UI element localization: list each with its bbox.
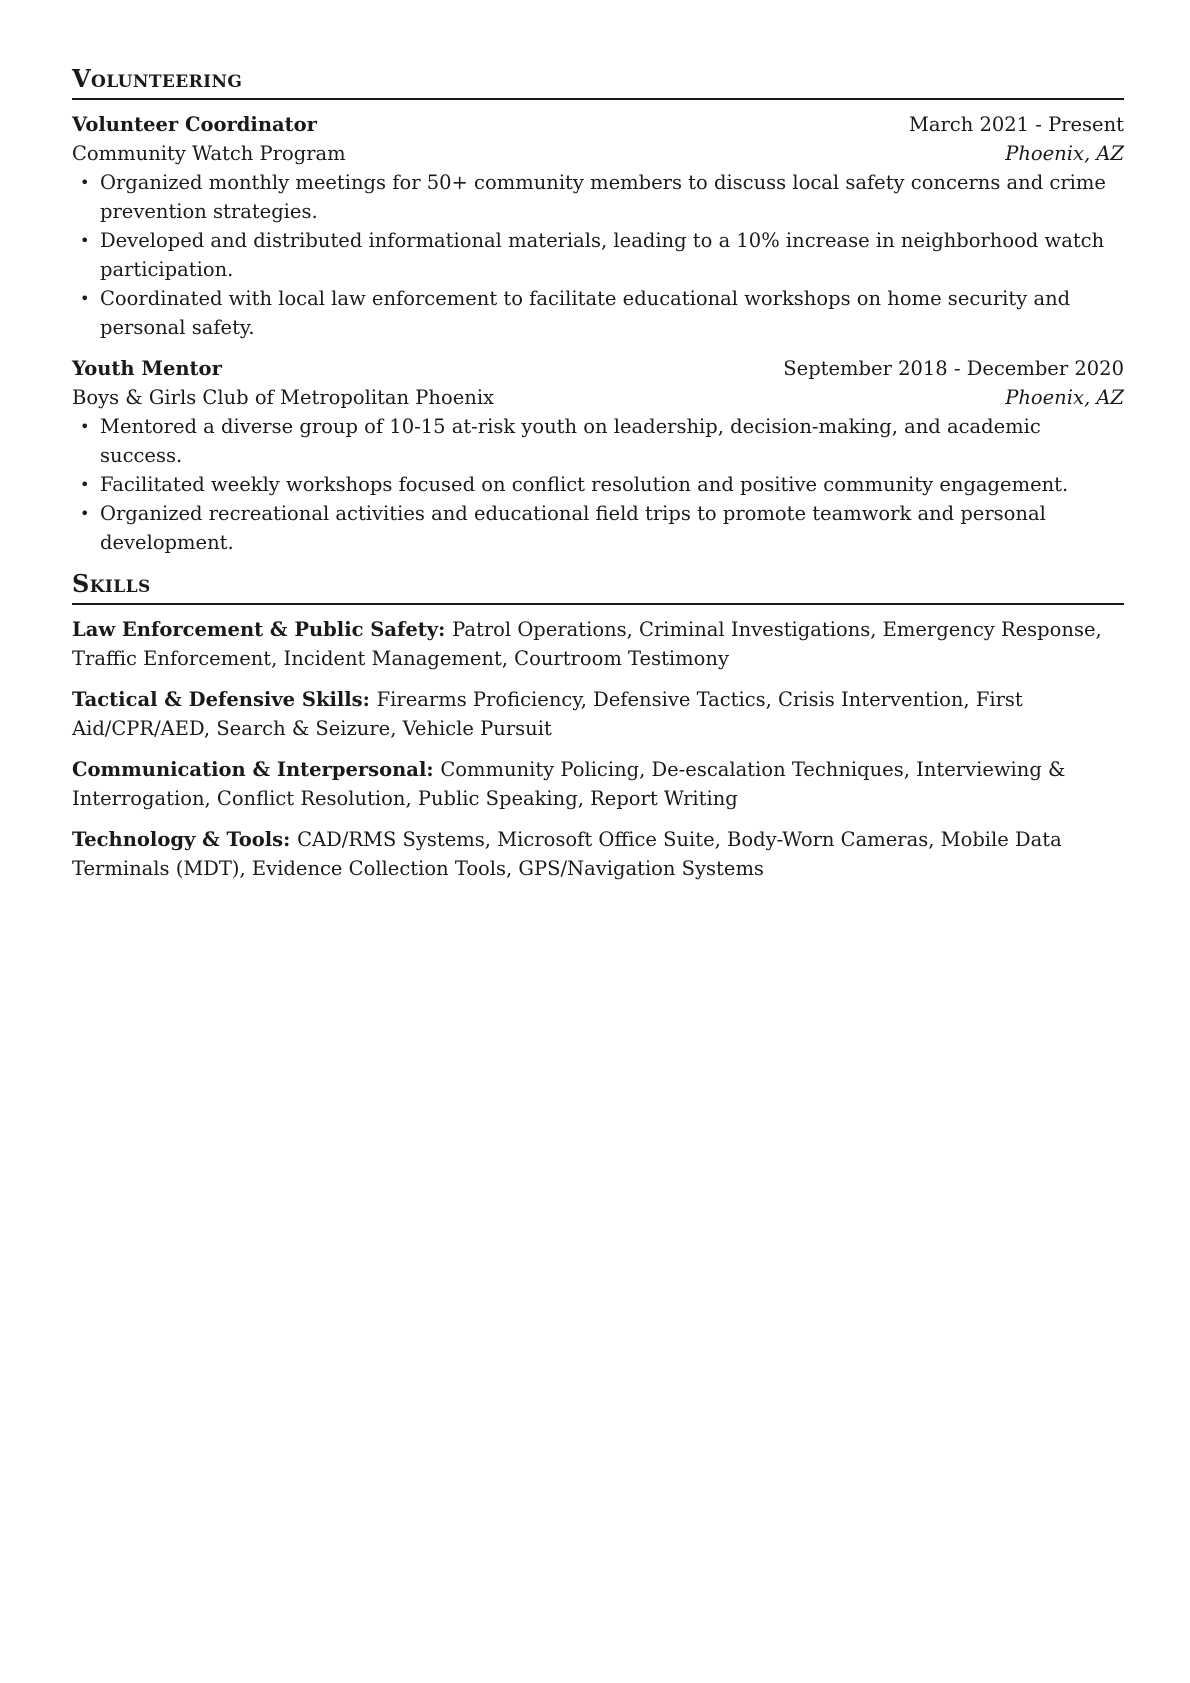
entry-organization: Community Watch Program: [72, 142, 346, 165]
entry-role: Volunteer Coordinator: [72, 113, 317, 136]
entry-bullets: [72, 168, 1124, 342]
entry-location: Phoenix, AZ: [1005, 142, 1124, 165]
skill-group: [72, 615, 1124, 673]
section-title-skills: Skills: [72, 569, 151, 598]
entry-location: Phoenix, AZ: [1005, 386, 1124, 409]
skill-group-label: Communication & Interpersonal:: [72, 758, 441, 781]
skill-group-label: Tactical & Defensive Skills:: [72, 688, 377, 711]
entry-subheader: [72, 383, 1124, 412]
skill-group: [72, 825, 1124, 883]
bullet-item: • Coordinated with local law enforcement to facilitate educational workshops on home security and personal safety.: [72, 284, 1124, 342]
entry-role: Youth Mentor: [72, 357, 222, 380]
skill-group: [72, 685, 1124, 743]
entry-header: [72, 110, 1124, 139]
entry-dates: September 2018 - December 2020: [783, 357, 1124, 380]
bullet-item: • Organized recreational activities and educational field trips to promote teamwork and personal development.: [72, 499, 1124, 557]
skill-group: [72, 755, 1124, 813]
skills-section: [72, 569, 1124, 883]
section-divider: [72, 98, 1124, 100]
entry-bullets: [72, 412, 1124, 557]
skill-group-items: Patrol Operations, Criminal Investigations, Emergency Response, Traffic Enforcement, Incident Management, Courtroom Testimony: [72, 618, 1102, 670]
skills-list: [72, 615, 1124, 883]
skill-group-items: Community Policing, De-escalation Techniques, Interviewing & Interrogation, Conflict Resolution, Public Speaking, Report Writing: [72, 758, 1066, 810]
skill-group-items: Firearms Proficiency, Defensive Tactics, Crisis Intervention, First Aid/CPR/AED, Search & Seizure, Vehicle Pursuit: [72, 688, 1023, 740]
section-title-volunteering: Volunteering: [72, 64, 243, 93]
entry-subheader: [72, 139, 1124, 168]
entry-organization: Boys & Girls Club of Metropolitan Phoenix: [72, 386, 495, 409]
bullet-item: • Organized monthly meetings for 50+ community members to discuss local safety concerns and crime prevention strategies.: [72, 168, 1124, 226]
entry-header: [72, 354, 1124, 383]
volunteer-entry: [72, 110, 1124, 342]
volunteer-entry: [72, 354, 1124, 557]
entry-dates: March 2021 - Present: [908, 113, 1124, 136]
volunteering-section: [72, 64, 1124, 557]
skill-group-label: Technology & Tools:: [72, 828, 298, 851]
bullet-item: • Facilitated weekly workshops focused on conflict resolution and positive community engagement.: [72, 470, 1124, 499]
section-divider: [72, 603, 1124, 605]
skill-group-items: CAD/RMS Systems, Microsoft Office Suite, Body-Worn Cameras, Mobile Data Terminals (MDT), Evidence Collection Tools, GPS/Navigation Systems: [72, 828, 1062, 880]
bullet-item: • Developed and distributed informational materials, leading to a 10% increase in neighborhood watch participation.: [72, 226, 1124, 284]
bullet-item: • Mentored a diverse group of 10-15 at-risk youth on leadership, decision-making, and academic success.: [72, 412, 1124, 470]
skill-group-label: Law Enforcement & Public Safety:: [72, 618, 453, 641]
